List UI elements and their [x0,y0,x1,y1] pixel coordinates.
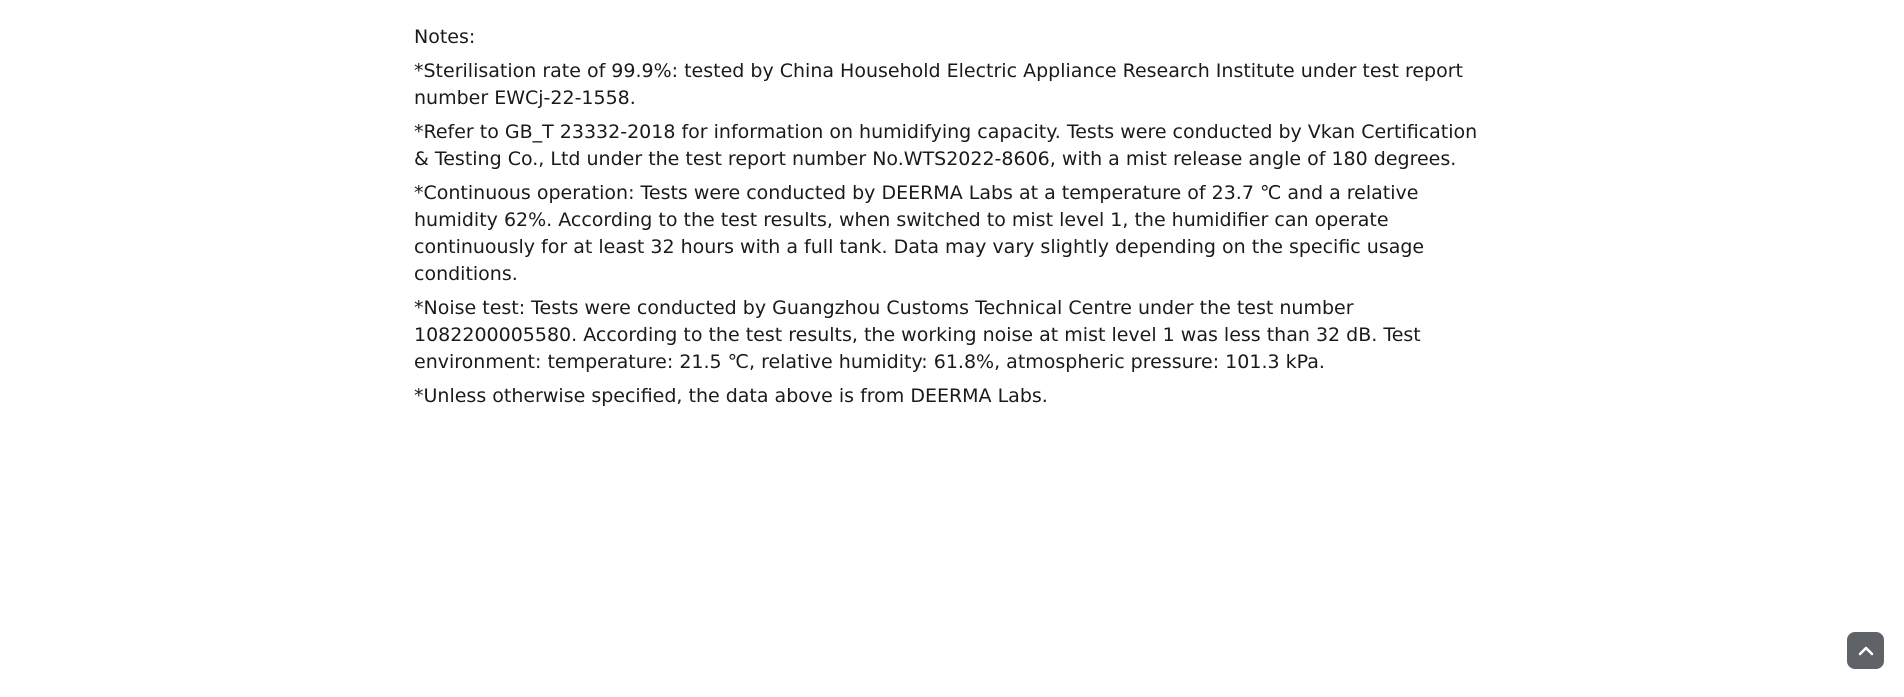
note-humidifying-capacity: *Refer to GB_T 23332-2018 for information on humidifying capacity. Tests were conducted by Vkan Certification & Testing Co., Ltd under the test report number No.WTS2022-8606, with a mist release angle of 180 degrees. [414,121,1478,170]
notes-section [414,24,1486,417]
notes-title: Notes: [414,26,476,48]
chevron-up-icon [1856,641,1876,661]
note-data-source: *Unless otherwise specified, the data above is from DEERMA Labs. [414,385,1048,407]
note-continuous-operation: *Continuous operation: Tests were conducted by DEERMA Labs at a temperature of 23.7 ℃ and a relative humidity 62%. According to the test results, when switched to mist level 1, the humidifier can operate continuously for at least 32 hours with a full tank. Data may vary slightly depending on the specific usage conditions. [414,182,1425,285]
note-sterilisation: *Sterilisation rate of 99.9%: tested by China Household Electric Appliance Research Institute under test report number EWCj-22-1558. [414,60,1463,109]
back-to-top-button[interactable] [1847,632,1884,669]
note-noise-test: *Noise test: Tests were conducted by Guangzhou Customs Technical Centre under the test number 1082200005580. According to the test results, the working noise at mist level 1 was less than 32 dB. Test environment: temperature: 21.5 ℃, relative humidity: 61.8%, atmospheric pressure: 101.3 kPa. [414,297,1421,373]
